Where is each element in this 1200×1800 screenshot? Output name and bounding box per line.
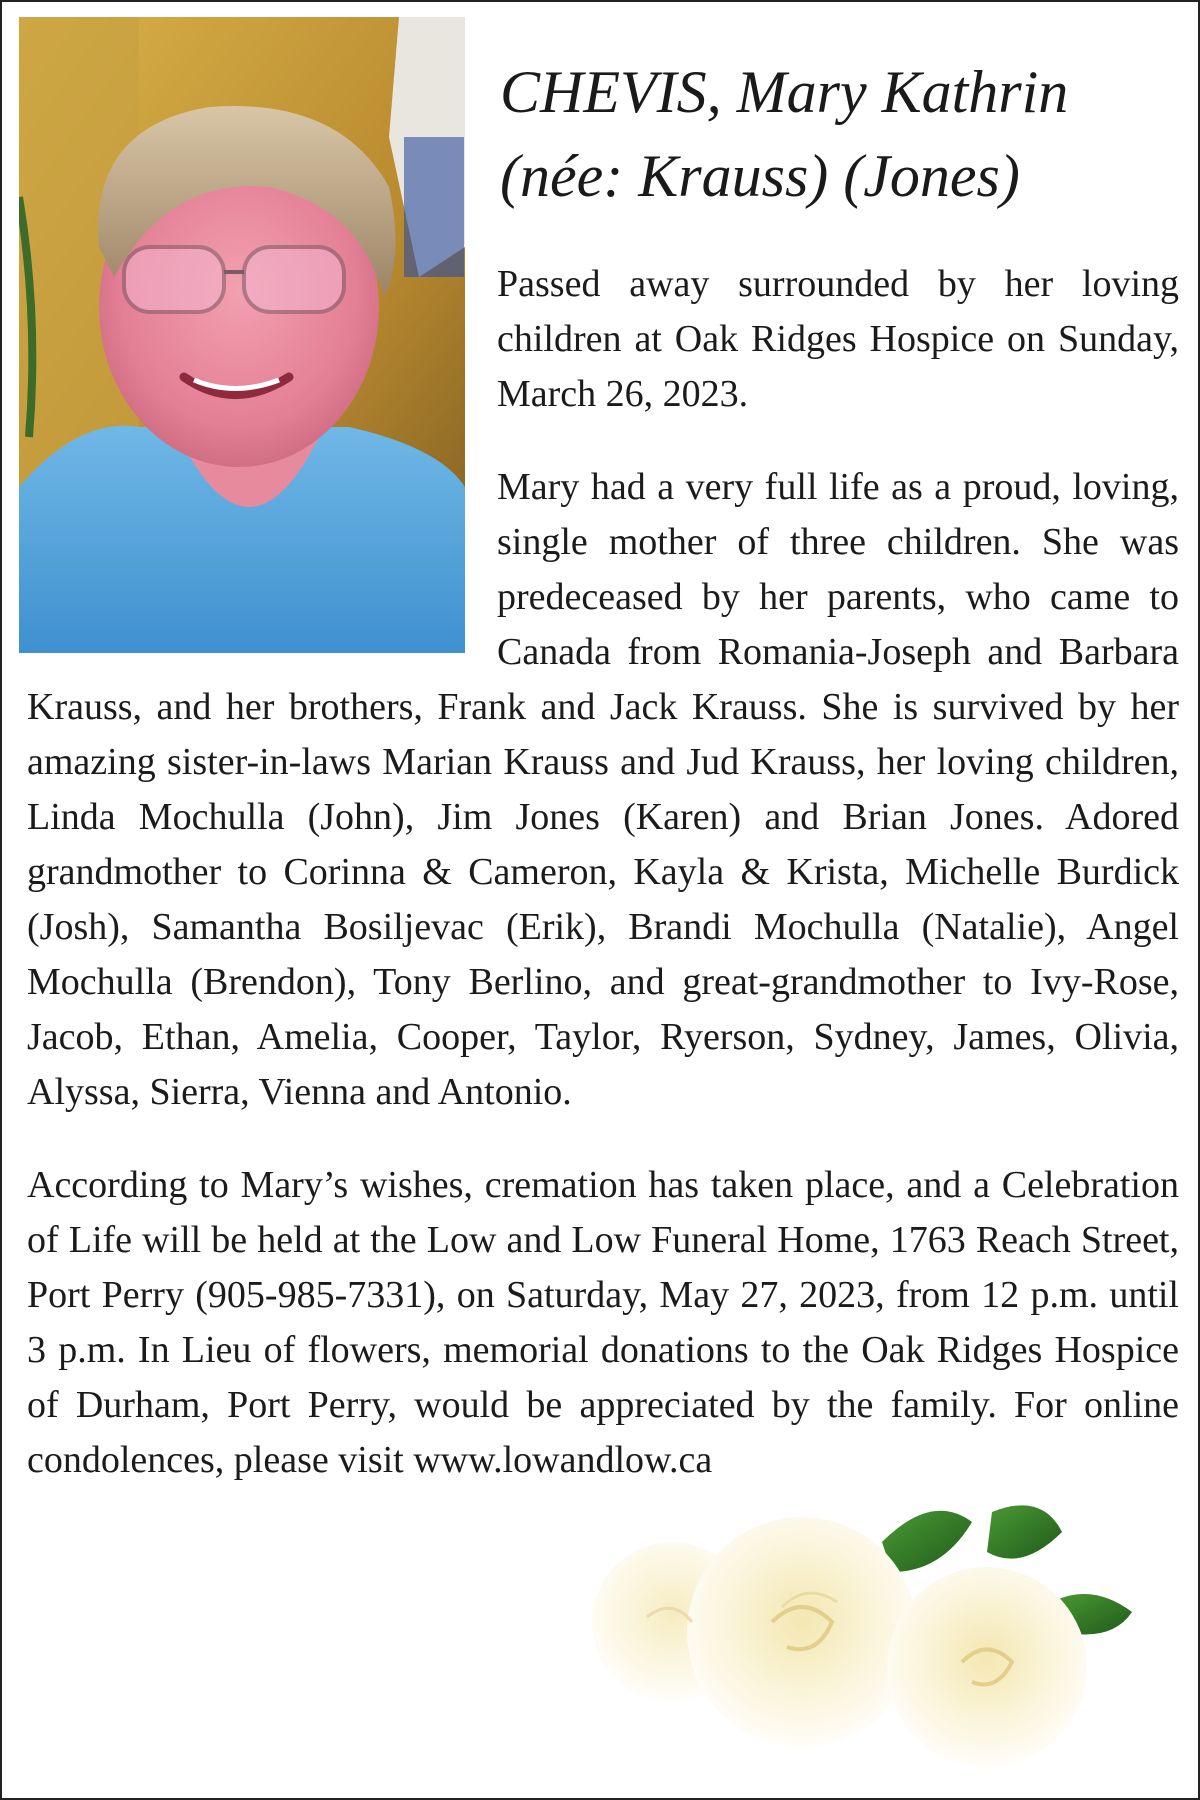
service-details-paragraph — [27, 1158, 1179, 1488]
deceased-name-heading — [500, 50, 1180, 218]
death-announcement-paragraph: Passed away surrounded by her loving children at Oak Ridges Hospice on Sunday, March 26, 2023. — [497, 263, 1179, 415]
white-roses-image — [592, 1482, 1192, 1782]
floral-wrap-spacer-top — [829, 1120, 1179, 1121]
service-details-text: According to Mary’s wishes, cremation has taken place, and a Celebration of Life will be held at the Low and Low Funeral Home, 1763 Reach Street, Port Perry (905-985-7331), on Saturday, May 27, 2023, from 12 p.m. until 3 p.m. In Lieu of flowers, memorial donations to the Oak Ridges Hospice of Durham, Port Perry, would be appreciated by the family. For online condolences, please visit — [27, 1164, 1179, 1481]
family-paragraph: Mary had a very full life as a proud, loving, single mother of three children. She was predeceased by her parents, who came to Canada from Romania-Joseph and Barbara Krauss, and her brothers, Frank and Jack Krauss. She is survived by her amazing sister-in-laws Marian Krauss and Jud Krauss, her loving children, Linda Mochulla (John), Jim Jones (Karen) and Brian Jones. Adored grandmother to Corinna & Cameron, Kayla & Krista, Michelle Burdick (Josh), Samantha Bosiljevac (Erik), Brandi Mochulla (Natalie), Angel Mochulla (Brendon), Tony Berlino, and great-grandmother to Ivy-Rose, Jacob, Ethan, Amelia, Cooper, Taylor, Ryerson, Sydney, James, Olivia, Alyssa, Sierra, Vienna and Antonio. — [27, 466, 1179, 1113]
funeral-home-website-link[interactable]: www.lowandlow.ca — [413, 1439, 713, 1481]
photo-wrap-spacer — [27, 257, 497, 662]
maiden-name-line: (née: Krauss) (Jones) — [500, 143, 1020, 209]
obituary-body — [27, 257, 1179, 1488]
name-line: CHEVIS, Mary Kathrin — [500, 59, 1069, 125]
